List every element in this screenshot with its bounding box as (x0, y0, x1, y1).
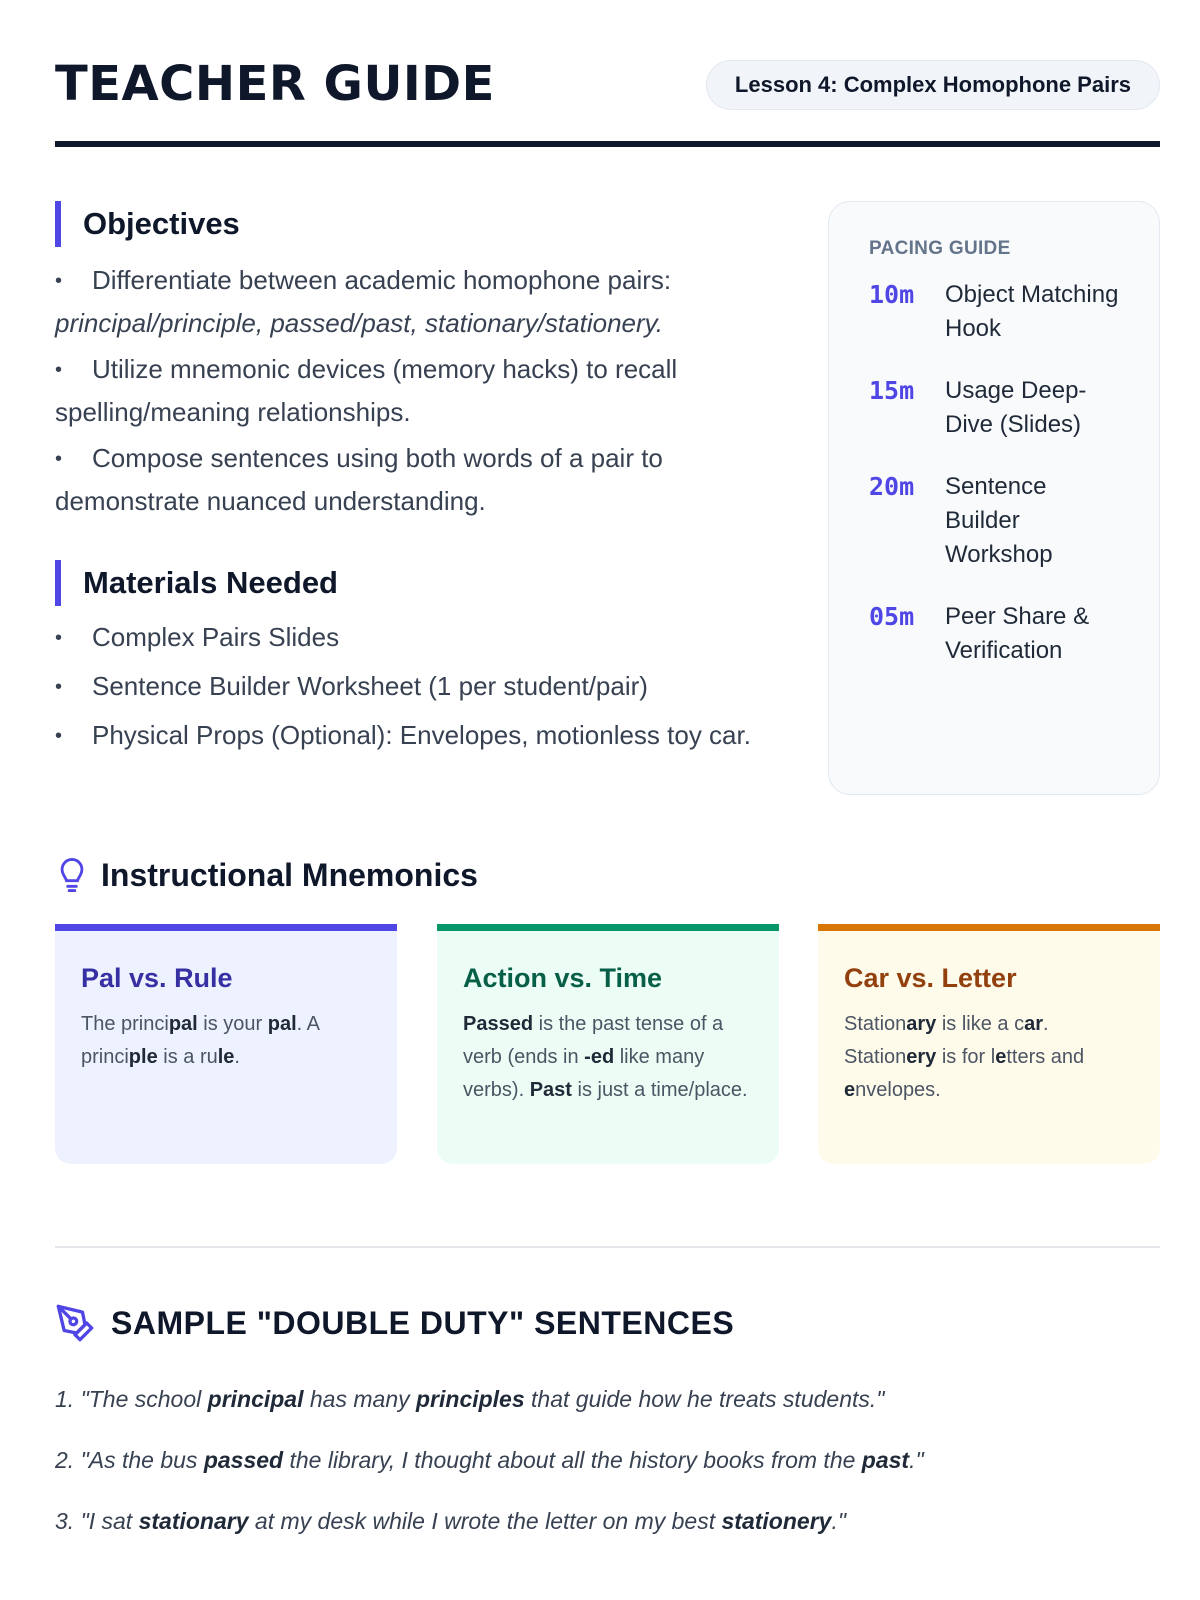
teacher-guide-page (55, 0, 1160, 1600)
mnemonic-card-car-vs-letter (818, 924, 1160, 1164)
objectives-heading: Objectives (55, 201, 240, 247)
list-item: •Utilize mnemonic devices (memory hacks) to recall spelling/meaning relationships. (55, 349, 775, 432)
sample-sentences-list (55, 1382, 1160, 1565)
section-divider (55, 1246, 1160, 1248)
mnemonic-card-title: Action vs. Time (463, 963, 663, 993)
sample-sentence: 3. "I sat stationary at my desk while I wrote the letter on my best stationery." (55, 1508, 847, 1534)
header (55, 52, 1160, 142)
pacing-row (869, 470, 1119, 572)
mnemonic-card-text: Stationary is like a car. Stationery is for letters and envelopes. (844, 1013, 1085, 1101)
page-title: TEACHER GUIDE (55, 56, 495, 112)
pacing-time: 05m (869, 602, 915, 631)
pacing-row (869, 600, 1119, 668)
mnemonics-heading-row (55, 852, 478, 898)
pacing-row (869, 374, 1119, 442)
list-item: •Complex Pairs Slides (55, 617, 775, 660)
pacing-time: 15m (869, 376, 915, 405)
pacing-time: 10m (869, 280, 915, 309)
pacing-row (869, 278, 1119, 346)
pacing-label: Sentence Builder Workshop (945, 473, 1053, 568)
mnemonic-card-title: Car vs. Letter (844, 963, 1017, 993)
pen-tool-icon (55, 1303, 95, 1343)
objectives-list (55, 260, 775, 527)
mnemonic-cards (55, 924, 1160, 1164)
lightbulb-icon (55, 855, 89, 895)
sample-sentence: 2. "As the bus passed the library, I thought about all the history books from the past." (55, 1447, 924, 1473)
mnemonic-card-text: Passed is the past tense of a verb (ends in -ed like many verbs). Past is just a time/place. (463, 1013, 748, 1101)
pacing-label: Peer Share & Verification (945, 603, 1090, 664)
mnemonic-card-text: The principal is your pal. A principle is a rule. (81, 1013, 319, 1068)
pacing-guide-title: PACING GUIDE (869, 238, 1011, 259)
pacing-label: Object Matching Hook (945, 281, 1119, 342)
materials-list (55, 617, 775, 764)
list-item: •Compose sentences using both words of a pair to demonstrate nuanced understanding. (55, 438, 775, 521)
pacing-label: Usage Deep-Dive (Slides) (945, 377, 1087, 438)
materials-heading: Materials Needed (55, 560, 338, 606)
sample-sentence: 1. "The school principal has many principles that guide how he treats students." (55, 1386, 885, 1412)
mnemonic-card-title: Pal vs. Rule (81, 963, 233, 993)
mnemonic-card-action-vs-time (437, 924, 779, 1164)
samples-heading: SAMPLE "DOUBLE DUTY" SENTENCES (111, 1304, 735, 1341)
header-divider (55, 141, 1160, 147)
list-item: •Sentence Builder Worksheet (1 per student/pair) (55, 666, 775, 709)
mnemonics-heading: Instructional Mnemonics (101, 856, 478, 893)
mnemonic-card-pal-vs-rule (55, 924, 397, 1164)
list-item: •Differentiate between academic homophone pairs: principal/principle, passed/past, stationary/stationery. (55, 260, 775, 343)
pacing-guide-card (828, 201, 1160, 795)
lesson-badge: Lesson 4: Complex Homophone Pairs (706, 60, 1160, 110)
samples-heading-row (55, 1300, 734, 1346)
list-item: •Physical Props (Optional): Envelopes, motionless toy car. (55, 715, 775, 758)
pacing-time: 20m (869, 472, 915, 501)
